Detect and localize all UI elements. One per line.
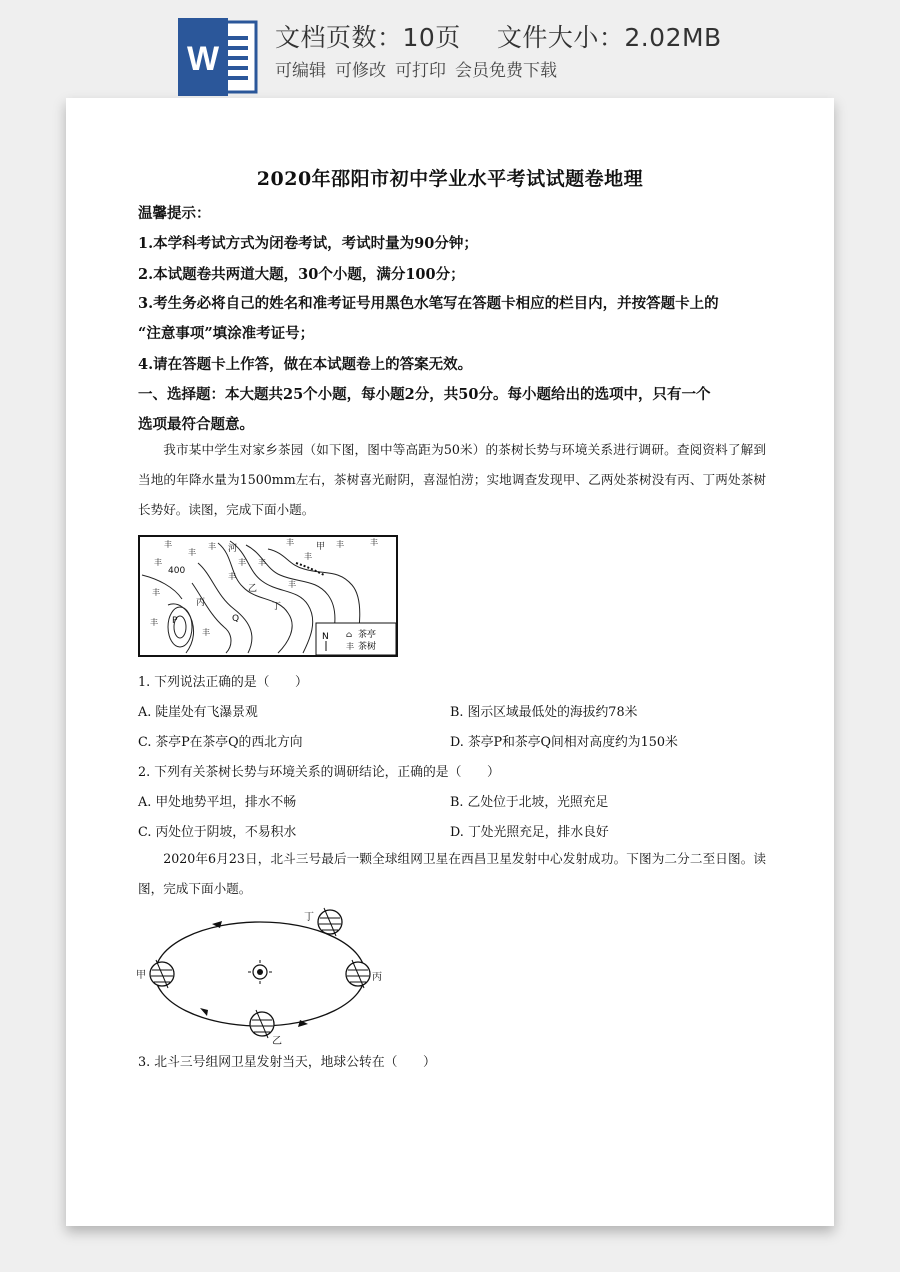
question-1-option-b: B. 图示区域最低处的海拔约78米 bbox=[450, 705, 638, 720]
svg-text:⌂: ⌂ bbox=[346, 630, 353, 639]
svg-text:丰: 丰 bbox=[346, 642, 354, 651]
notice-line-4: “注意事项”填涂准考证号； bbox=[138, 325, 315, 342]
notice-heading: 温馨提示： bbox=[138, 205, 211, 222]
question-2-option-c: C. 丙处位于阴坡，不易积水 bbox=[138, 825, 297, 840]
notice-line-3: 3.考生务必将自己的姓名和准考证号用黑色水笔写在答题卡相应的栏目内，并按答题卡上的 bbox=[138, 295, 719, 312]
question-1-option-d: D. 茶亭P和茶亭Q间相对高度约为150米 bbox=[450, 735, 678, 750]
svg-text:丰: 丰 bbox=[202, 628, 210, 637]
question-3-stem: 3. 北斗三号组网卫星发射当天，地球公转在（ ） bbox=[138, 1055, 436, 1070]
svg-text:丰: 丰 bbox=[238, 558, 246, 567]
svg-text:丰: 丰 bbox=[208, 542, 216, 551]
sun-icon bbox=[248, 960, 272, 984]
map-label-jia: 甲 bbox=[316, 542, 326, 552]
svg-text:丰: 丰 bbox=[188, 548, 196, 557]
svg-text:丰: 丰 bbox=[154, 558, 162, 567]
notice-line-1: 1.本学科考试方式为闭卷考试，考试时量为90分钟； bbox=[138, 235, 478, 252]
legend-tea-pavilion: 茶亭 bbox=[358, 630, 377, 640]
map-contour-400: 400 bbox=[168, 566, 186, 576]
tea-garden-contour-map bbox=[138, 535, 398, 657]
svg-text:丰: 丰 bbox=[304, 552, 312, 561]
section-heading-line-1: 一、选择题：本大题共25个小题，每小题2分，共50分。每小题给出的选项中，只有一个 bbox=[138, 386, 711, 403]
question-2-option-b: B. 乙处位于北坡，光照充足 bbox=[450, 795, 609, 810]
word-document-icon bbox=[178, 18, 258, 96]
question-1-option-c: C. 茶亭P在茶亭Q的西北方向 bbox=[138, 735, 303, 750]
document-page bbox=[66, 98, 834, 1226]
map-label-yi: 乙 bbox=[248, 584, 258, 594]
feature-member-download: 会员免费下载 bbox=[455, 61, 557, 81]
map-label-p: P bbox=[172, 616, 178, 626]
svg-text:丰: 丰 bbox=[152, 588, 160, 597]
file-meta bbox=[275, 18, 722, 54]
question-1-option-a: A. 陡崖处有飞瀑景观 bbox=[138, 705, 258, 720]
feature-modifiable: 可修改 bbox=[335, 61, 386, 81]
notice-line-2: 2.本试题卷共两道大题，30个小题，满分100分； bbox=[138, 266, 465, 283]
file-size: 文件大小：2.02MB bbox=[496, 23, 722, 52]
svg-text:丰: 丰 bbox=[336, 540, 344, 549]
passage-tea-garden: 我市某中学生对家乡茶园（如下图，图中等高距为50米）的茶树长势与环境关系进行调研。查阅资料了解到当地的年降水量为1500mm左右，茶树喜光耐阴，喜湿怕涝；实地调查发现甲、乙两处茶树没有丙、丁两处茶树长势好。读图，完成下面小题。 bbox=[138, 442, 766, 517]
orbit-label-yi: 乙 bbox=[272, 1036, 282, 1047]
question-2-stem: 2. 下列有关茶树长势与环境关系的调研结论，正确的是（ ） bbox=[138, 765, 500, 780]
feature-list bbox=[275, 56, 566, 81]
section-heading-line-2: 选项最符合题意。 bbox=[138, 416, 254, 433]
svg-text:丰: 丰 bbox=[288, 580, 296, 589]
word-icon-letter: W bbox=[186, 40, 220, 78]
map-legend bbox=[316, 623, 396, 655]
svg-text:丰: 丰 bbox=[286, 538, 294, 547]
orbit-label-bing: 丙 bbox=[372, 972, 382, 983]
header-banner bbox=[0, 0, 900, 100]
svg-text:丰: 丰 bbox=[150, 618, 158, 627]
svg-text:丰: 丰 bbox=[370, 538, 378, 547]
svg-text:丰: 丰 bbox=[228, 572, 236, 581]
svg-text:丰: 丰 bbox=[258, 558, 266, 567]
map-north-label: N bbox=[322, 632, 329, 642]
page-count: 文档页数：10页 bbox=[275, 23, 461, 52]
passage-beidou: 2020年6月23日，北斗三号最后一颗全球组网卫星在西昌卫星发射中心发射成功。下图为二分二至日图。读图，完成下面小题。 bbox=[138, 851, 766, 896]
svg-text:丰: 丰 bbox=[164, 540, 172, 549]
feature-printable: 可打印 bbox=[395, 61, 446, 81]
question-1-stem: 1. 下列说法正确的是（ ） bbox=[138, 675, 308, 690]
orbit-label-ding: 丁 bbox=[304, 912, 314, 923]
map-label-bing: 丙 bbox=[196, 598, 206, 608]
question-2-option-d: D. 丁处光照充足，排水良好 bbox=[450, 825, 609, 840]
map-river-label: 河 bbox=[228, 544, 238, 554]
document-title: 2020年邵阳市初中学业水平考试试题卷地理 bbox=[256, 168, 644, 190]
map-label-q: Q bbox=[232, 614, 240, 624]
earth-orbit-diagram bbox=[132, 904, 400, 1052]
feature-editable: 可编辑 bbox=[275, 61, 326, 81]
question-2-option-a: A. 甲处地势平坦，排水不畅 bbox=[138, 795, 297, 810]
notice-line-5: 4.请在答题卡上作答，做在本试题卷上的答案无效。 bbox=[138, 356, 473, 373]
map-label-ding: 丁 bbox=[272, 602, 282, 612]
legend-tea-tree: 茶树 bbox=[358, 642, 377, 652]
orbit-label-jia: 甲 bbox=[136, 970, 146, 981]
